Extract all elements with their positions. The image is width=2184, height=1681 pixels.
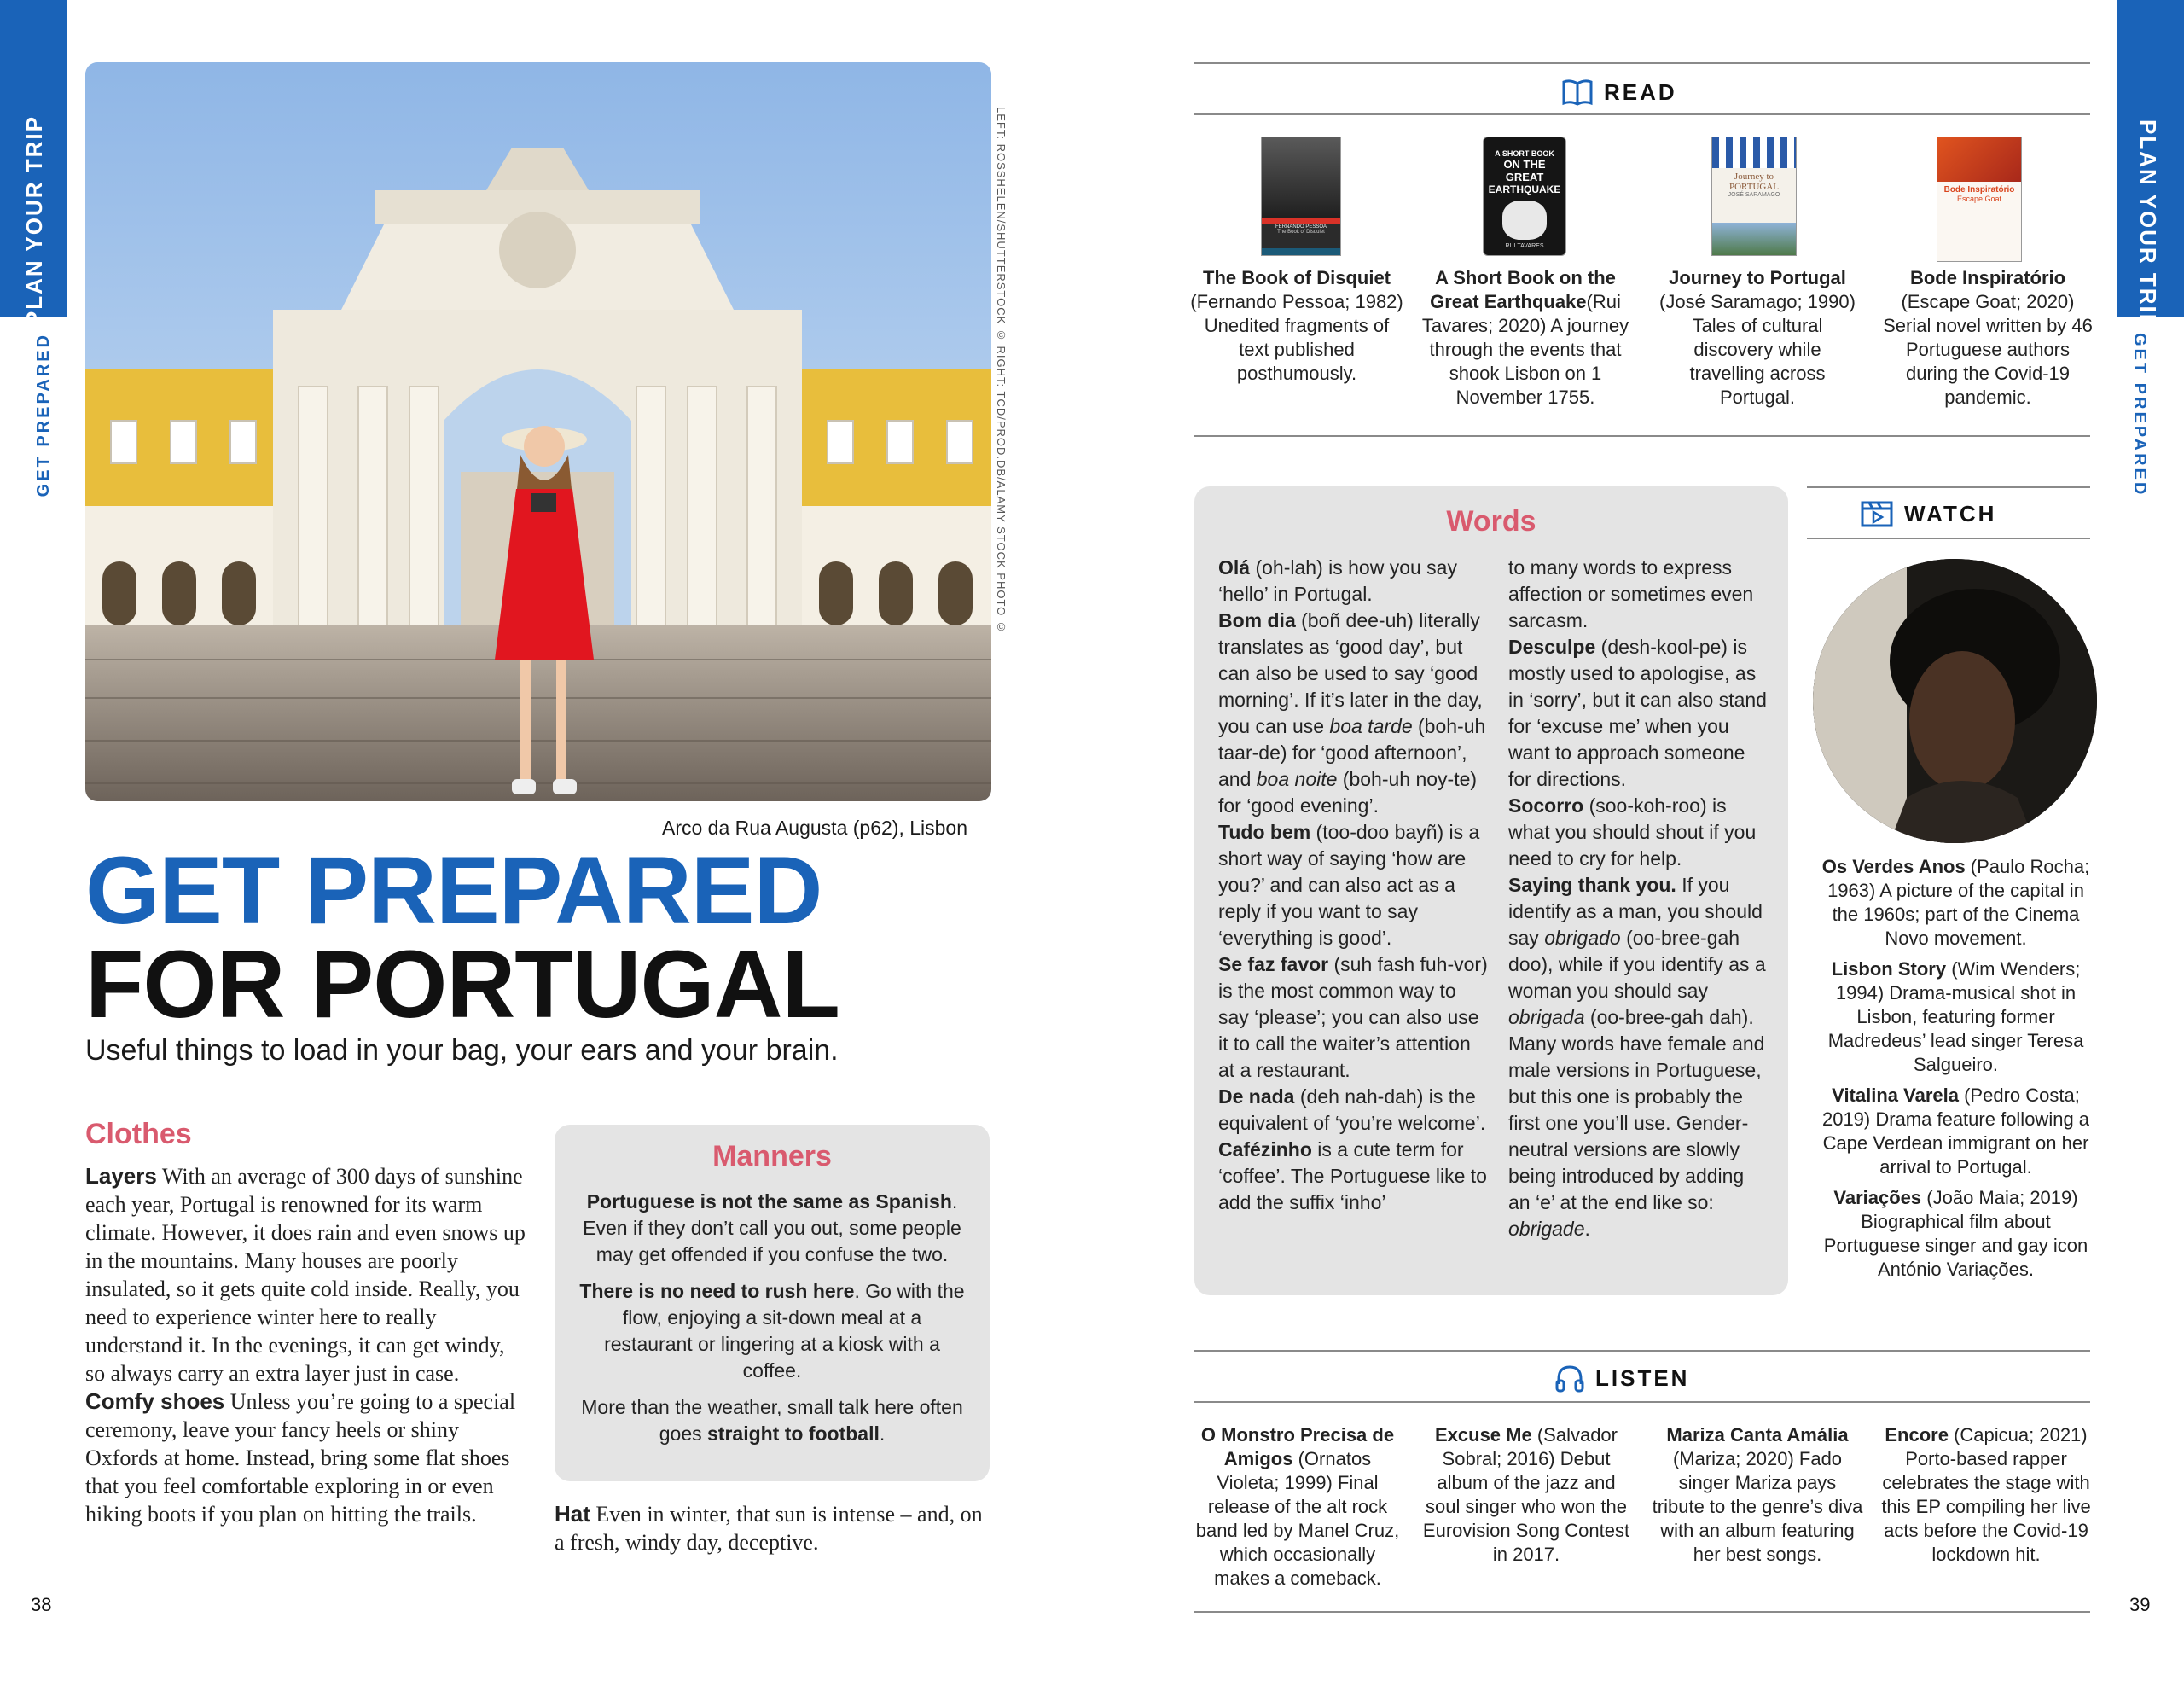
film-item: Os Verdes Anos (Paulo Rocha; 1963) A picture of the capital in the 1960s; part of the Cinema Novo movement. [1821, 856, 2090, 949]
cover-text: JOSÉ SARAMAGO [1728, 192, 1780, 198]
word-entry: Bom dia (boñ dee-uh) literally translates as ‘good day’, but can also be used to say ‘good morning’. If it’s later in the day, you can use boa tarde (boh-uh taar-de) for ‘good afternoon’, and boa noite (boh-uh noy-te) for ‘good evening’. [1218, 609, 1486, 817]
watch-list [1817, 855, 2094, 1282]
page-number-left: 38 [31, 1594, 52, 1615]
word-entry: Tudo bem (too-doo bayñ) is a short way of saying ‘how are you?’ and can also act as a reply if you want to say ‘everything is good’. [1218, 821, 1480, 949]
watch-rule-top [1807, 486, 2090, 488]
word-entry: Desculpe (desh-kool-pe) is mostly used to apologise, as in ‘sorry’, but it can also stand for ‘excuse me’ when you want to approach someone for directions. [1508, 636, 1767, 790]
book-cover-bode [1937, 137, 2022, 262]
album-item: Encore (Capicua; 2021) Porto-based rapper celebrates the stage with this EP compiling her live acts before the Covid-19 lockdown hit. [1881, 1424, 2091, 1565]
book-cover-disquiet [1261, 137, 1341, 256]
cover-text: A SHORT BOOK [1495, 149, 1554, 158]
word-entry: Se faz favor (suh fash fuh-vor) is the most common way to say ‘please’; you can also use it to call the waiter’s attention at a restaurant. [1218, 953, 1488, 1081]
read-rule-bottom [1194, 113, 2090, 115]
album-item: Mariza Canta Amália (Mariza; 2020) Fado singer Mariza pays tribute to the genre’s diva with an album featuring her best songs. [1652, 1424, 1863, 1565]
cover-text: The Book of Disquiet [1277, 230, 1325, 235]
clapperboard-icon [1860, 499, 1894, 528]
read-label: READ [1604, 79, 1677, 105]
arch-illustration [85, 62, 991, 801]
book-title: A Short Book on the Great Earthquake [1430, 267, 1616, 312]
listen-header [1554, 1361, 1689, 1395]
word-entry: De nada (deh nah-dah) is the equivalent of ‘you’re welcome’. [1218, 1085, 1486, 1134]
book-item [1190, 266, 1403, 386]
read-rule-top [1194, 62, 2090, 64]
cover-text: FERNANDO PESSOA [1275, 224, 1327, 230]
manners-heading: Manners [712, 1140, 832, 1172]
read-rule-end [1194, 435, 2090, 437]
page-number-right: 39 [2129, 1594, 2151, 1615]
clothes-item-shoes: Comfy shoes Unless you’re going to a special ceremony, leave your fancy heels or shiny Oxfords at home. Instead, bring some flat shoes that you feel comfortable exploring in or even hiking boots if you plan on hitting the trails. [85, 1388, 516, 1527]
book-details: (Escape Goat; 2020) Serial novel written by 46 Portuguese authors during the Covid-19 pandemic. [1883, 291, 2093, 408]
listen-rule-top [1194, 1350, 2090, 1352]
cover-text: EARTHQUAKE [1488, 183, 1561, 195]
clothes-body [85, 1162, 529, 1528]
book-details: (José Saramago; 1990) Tales of cultural discovery while travelling across Portugal. [1659, 291, 1856, 408]
photo-caption: Arco da Rua Augusta (p62), Lisbon [662, 817, 968, 839]
side-tab-right-label: PLAN YOUR TRIP [2135, 119, 2161, 331]
book-item [1881, 266, 2094, 410]
side-tab-left-label: PLAN YOUR TRIP [21, 115, 47, 327]
watch-rule-bottom [1807, 538, 2090, 539]
portrait-illustration [1813, 559, 2097, 843]
words-column-1 [1218, 555, 1491, 1216]
words-column-2 [1508, 555, 1769, 1242]
manners-box [555, 1125, 990, 1481]
book-icon [1561, 78, 1594, 107]
album-item: Excuse Me (Salvador Sobral; 2016) Debut album of the jazz and soul singer who won the Eurovision Song Contest in 2017. [1422, 1424, 1630, 1565]
side-tab-left [0, 0, 67, 327]
cover-text: Journey to PORTUGAL [1728, 172, 1779, 192]
book-item [1655, 266, 1860, 410]
book-title: Journey to Portugal [1669, 267, 1846, 288]
manners-p2: There is no need to rush here. Go with the flow, enjoying a sit-down meal at a restaurant or lingering at a kiosk with a coffee. [579, 1280, 965, 1381]
film-still-portrait [1813, 559, 2097, 843]
book-details: (Fernando Pessoa; 1982) Unedited fragments of text published posthumously. [1190, 291, 1403, 384]
film-item: Variações (João Maia; 2019) Biographical film about Portuguese singer and gay icon António Variações. [1823, 1187, 2088, 1280]
manners-p1: Portuguese is not the same as Spanish. Even if they don’t call you out, some people may get offended if you confuse the two. [583, 1190, 961, 1265]
clothes-item-hat: Hat Even in winter, that sun is intense – and, on a fresh, windy day, deceptive. [555, 1501, 983, 1555]
page-title-line2: FOR PORTUGAL [85, 931, 839, 1038]
page-subtitle: Useful things to load in your bag, your ears and your brain. [85, 1034, 839, 1067]
words-box [1194, 486, 1788, 1295]
word-entry: to many words to express affection or sometimes even sarcasm. [1508, 556, 1754, 631]
listen-label: LISTEN [1595, 1364, 1690, 1391]
watch-label: WATCH [1904, 500, 1997, 526]
side-tab-right-sublabel: GET PREPARED [2130, 333, 2149, 497]
cover-text: Bode Inspiratório [1943, 185, 2015, 195]
headphones-icon [1554, 1364, 1585, 1393]
book-title: Bode Inspiratório [1909, 267, 2066, 288]
book-item [1416, 266, 1635, 410]
word-entry: Socorro (soo-koh-roo) is what you should shout if you need to cry for help. [1508, 794, 1757, 870]
cover-text: Escape Goat [1956, 195, 2002, 203]
film-item: Vitalina Varela (Pedro Costa; 2019) Drama feature following a Cape Verdean immigrant on her arrival to Portugal. [1821, 1085, 2090, 1178]
word-entry: Saying thank you. If you identify as a man, you should say obrigado (oo-bree-gah doo), while if you identify as a woman you should say obrigada (oo-bree-gah dah). Many words have female and male versions in Portuguese, but this one is probably the first one you’ll use. Gender-neutral versions are slowly being introduced by adding an ‘e’ at the end like so: obrigade. [1508, 874, 1766, 1240]
listen-rule-end [1194, 1611, 2090, 1613]
photo-credit: LEFT: ROSSHELEN/SHUTTERSTOCK © RIGHT: TCD/PROD.DB/ALAMY STOCK PHOTO © [995, 107, 1008, 634]
hero-photo [85, 62, 991, 801]
watch-header [1860, 497, 1996, 531]
clothes-heading: Clothes [85, 1118, 192, 1150]
book-title: The Book of Disquiet [1203, 267, 1391, 288]
book-cover-journey [1711, 137, 1797, 256]
side-tab-left-sublabel: GET PREPARED [34, 333, 53, 497]
words-heading: Words [1446, 505, 1536, 538]
film-item: Lisbon Story (Wim Wenders; 1994) Drama-musical shot in Lisbon, featuring former Madredeus’ lead singer Teresa Salgueiro. [1827, 958, 2084, 1075]
listen-rule-bottom [1194, 1401, 2090, 1403]
cover-text: ON THE GREAT [1503, 158, 1546, 183]
manners-p3: More than the weather, small talk here often goes straight to football. [581, 1396, 963, 1445]
book-details: (Rui Tavares; 2020) A journey through the events that shook Lisbon on 1 November 1755. [1421, 291, 1629, 408]
word-entry: Olá (oh-lah) is how you say ‘hello’ in Portugal. [1218, 556, 1457, 605]
album-item: O Monstro Precisa de Amigos (Ornatos Violeta; 1999) Final release of the alt rock band led by Manel Cruz, which occasionally makes a comeback. [1195, 1424, 1400, 1589]
side-tab-right [2117, 0, 2184, 331]
page-title-line1: GET PREPARED [85, 837, 822, 944]
cover-text: RUI TAVARES [1505, 243, 1544, 249]
read-header [1561, 75, 1677, 109]
word-entry: Cafézinho is a cute term for ‘coffee’. The Portuguese like to add the suffix ‘inho’ [1218, 1138, 1487, 1213]
book-cover-earthquake [1483, 137, 1566, 256]
clothes-item-layers: Layers With an average of 300 days of sunshine each year, Portugal is renowned for its warm climate. However, it does rain and even snows up in the mountains. Many houses are poorly insulated, so it gets quite cold inside. Really, you need to experience winter here to really understand it. In the evenings, it can get windy, so always carry an extra layer just in case. [85, 1163, 526, 1386]
